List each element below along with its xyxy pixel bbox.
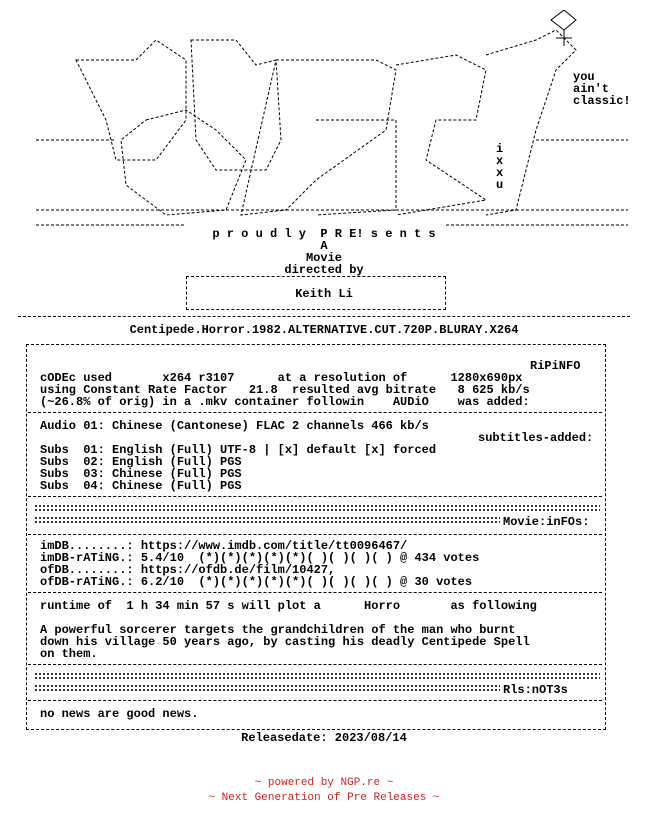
subtitles-label: subtitles-added: bbox=[478, 431, 594, 445]
subs-line: Subs 01: English (Full) UTF-8 | [x] default [x] forced bbox=[40, 443, 437, 457]
side-char-3: x bbox=[496, 166, 504, 180]
side-char-1: i bbox=[496, 142, 504, 156]
line-a: A bbox=[320, 239, 328, 253]
divider bbox=[28, 496, 602, 497]
dot-rule bbox=[34, 684, 500, 692]
codec-line: cODEc used x264 r3107 at a resolution of 1280x690px bbox=[40, 371, 523, 385]
subs-line: Subs 02: English (Full) PGS bbox=[40, 455, 242, 469]
line-movie: Movie bbox=[305, 251, 342, 265]
side-char-4: u bbox=[496, 178, 504, 192]
divider bbox=[28, 534, 602, 535]
ofdb-rating: ofDB-rATiNG.: 6.2/10 (*)(*)(*)(*)(*)( )( )( )( ) @ 30 votes bbox=[40, 575, 473, 589]
imdb-link: imDB........: https://www.imdb.com/title/tt0096467/ bbox=[40, 539, 408, 553]
movie-info-label: Movie:inFOs: bbox=[503, 515, 590, 529]
plot-line: A powerful sorcerer targets the grandchildren of the man who burnt bbox=[40, 623, 516, 637]
dot-rule bbox=[34, 504, 600, 512]
tagline-3: classic! bbox=[573, 94, 631, 108]
presents-line: p r o u d l y P R E! s e n t s bbox=[212, 227, 436, 241]
tagline-1: you bbox=[573, 70, 595, 84]
imdb-rating: imDB-rATiNG.: 5.4/10 (*)(*)(*)(*)(*)( )( )( )( ) @ 434 votes bbox=[40, 551, 480, 565]
notes-label: Rls:nOT3s bbox=[503, 683, 568, 697]
runtime-line: runtime of 1 h 34 min 57 s will plot a Horro as following bbox=[40, 599, 537, 613]
divider bbox=[28, 592, 602, 593]
side-char-2: x bbox=[496, 154, 504, 168]
plot-line: on them. bbox=[40, 647, 98, 661]
orig-line: (~26.8% of orig) in a .mkv container followin AUDiO was added: bbox=[40, 395, 530, 409]
director-name: Keith Li bbox=[295, 287, 353, 301]
tagline-2: ain't bbox=[573, 82, 610, 96]
release-name: Centipede.Horror.1982.ALTERNATIVE.CUT.720P.BLURAY.X264 bbox=[129, 323, 519, 337]
ripinfo-label: RiPiNFO bbox=[530, 359, 581, 373]
audio-line: Audio 01: Chinese (Cantonese) FLAC 2 channels 466 kb/s bbox=[40, 419, 429, 433]
dot-rule bbox=[34, 516, 500, 524]
divider bbox=[28, 664, 602, 665]
line-directed: directed by bbox=[284, 263, 364, 277]
footer-tagline: ~ Next Generation of Pre Releases ~ bbox=[208, 792, 440, 804]
divider bbox=[28, 412, 602, 413]
notes-text: no news are good news. bbox=[40, 707, 199, 721]
divider bbox=[18, 316, 630, 317]
release-date: Releasedate: 2023/08/14 bbox=[241, 731, 407, 745]
subs-line: Subs 03: Chinese (Full) PGS bbox=[40, 467, 242, 481]
ofdb-link: ofDB........: https://ofdb.de/film/10427, bbox=[40, 563, 336, 577]
plot-line: down his village 50 years ago, by casting his deadly Centipede Spell bbox=[40, 635, 530, 649]
powered-by-link[interactable]: ~ powered by NGP.re ~ bbox=[254, 777, 394, 789]
subs-line: Subs 04: Chinese (Full) PGS bbox=[40, 479, 242, 493]
divider bbox=[28, 700, 602, 701]
dot-rule bbox=[34, 672, 600, 680]
crf-line: using Constant Rate Factor 21.8 resulted avg bitrate 8 625 kb/s bbox=[40, 383, 530, 397]
ascii-art-banner bbox=[16, 10, 636, 240]
